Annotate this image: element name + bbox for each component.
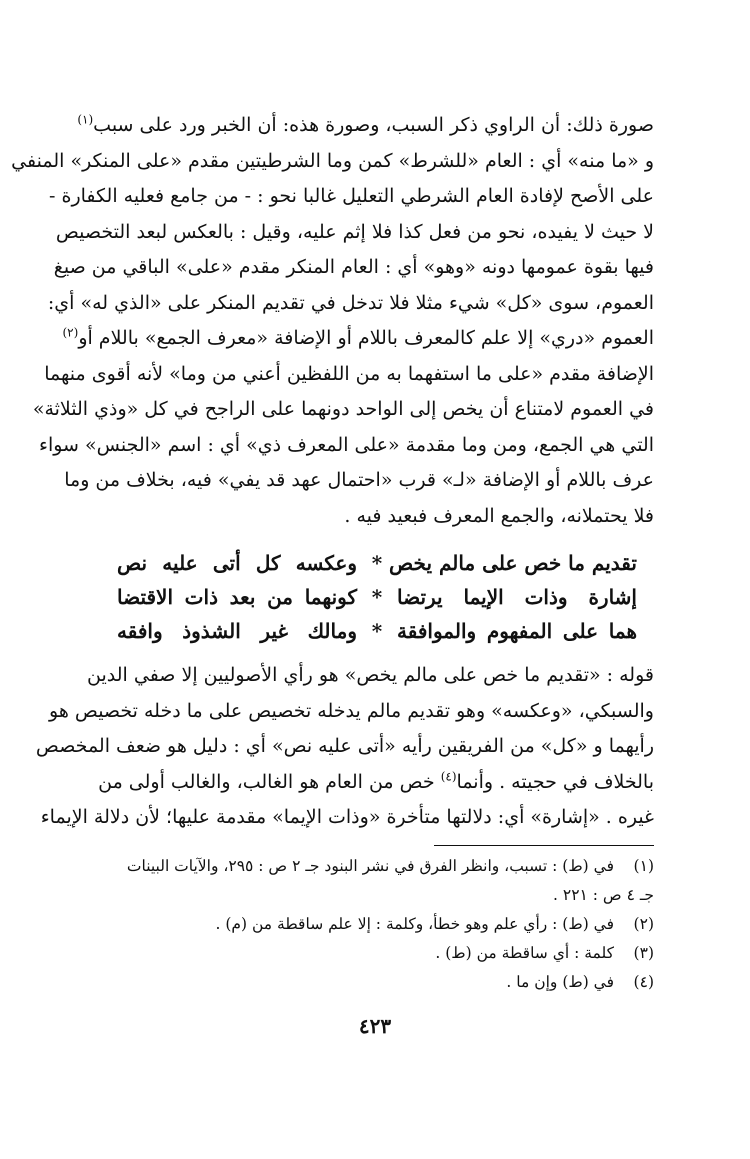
text-line: على الأصح لإفادة العام الشرطي التعليل غالبا نحو : - من جامع فعليه الكفارة - — [49, 185, 654, 207]
verse-second-hemistich: كونهما من بعد ذات الاقتضا — [117, 585, 357, 609]
text-line: العموم، سوى «كل» شيء مثلا فلا تدخل في تقديم المنكر على «الذي له» أي: — [47, 291, 654, 314]
footnote-item — [100, 939, 654, 968]
footnote-text: في (ط) وإن ما . — [506, 973, 614, 991]
verse-line — [100, 614, 654, 648]
main-text — [11, 108, 654, 534]
page-number: ٤٢٣ — [358, 1014, 392, 1038]
footnote-text: في (ط) : تسبب، وانظر الفرق في نشر البنود جـ ٢ ص : ٢٩٥، والآيات البينات — [126, 857, 614, 875]
text-line: غيره . «إشارة» أي: دلالتها متأخرة «وذات الإيما» مقدمة عليها؛ لأن دلالة الإيماء — [40, 806, 654, 828]
footnote-number: (٤) — [633, 973, 654, 991]
verse-separator: * — [371, 585, 383, 609]
text-line: لا حيث لا يفيده، نحو من فعل كذا فلا إثم عليه، وقيل : بالعكس لبعد التخصيص — [55, 220, 654, 243]
text-line: عرف باللام أو الإضافة «لـ» قرب «احتمال عهد قد يفي» فيه، بخلاف من وما — [64, 469, 654, 491]
footnote-ref-4: (٤) — [440, 769, 457, 784]
text-line: صورة ذلك: أن الراوي ذكر السبب، وصورة هذه: أن الخبر ورد على سبب$^{(١)}$ — [77, 112, 654, 136]
verse-first-hemistich: هما على المفهوم والموافقة — [397, 619, 637, 643]
text-line: بالخلاف في حجيته . وأنما$^{(٤)}$ خص من العام هو الغالب، والغالب أولى من — [98, 769, 654, 793]
text-line: و «ما منه» أي : العام «للشرط» كمن وما الشرطيتين مقدم «على المنكر» المنفي — [11, 149, 654, 172]
text-line: في العموم لامتناع أن يخص إلى الواحد دونهما على الراجح في كل «وذي الثلاثة» — [32, 398, 654, 420]
footnote-ref-2: (٢) — [62, 325, 79, 340]
footnote-ref-1: (١) — [77, 112, 94, 127]
footnote-text: جـ ٤ ص : ٢٢١ . — [553, 886, 654, 904]
verse-second-hemistich: ومالك غير الشذوذ وافقه — [117, 619, 357, 643]
poem-verses — [100, 546, 654, 648]
footnotes — [100, 852, 654, 997]
text-line: والسبكي، «وعكسه» وهو تقديم مالم يدخله تخصيص على ما دخله تخصيص هو — [49, 699, 654, 722]
text-line: الإضافة مقدم «على ما استفهما به من اللفظين أعني من وما» لأنه أقوى منهما — [44, 362, 654, 385]
footnote-number: (٣) — [633, 944, 654, 962]
footnote-item — [100, 852, 654, 881]
text-line: العموم «دري» إلا علم كالمعرف باللام أو الإضافة «معرف الجمع» باللام أو$^{(٢)}$ — [62, 325, 654, 349]
verse-separator: * — [371, 551, 383, 575]
text-line: قوله : «تقديم ما خص على مالم يخص» هو رأي الأصوليين إلا صفي الدين — [87, 664, 654, 686]
text-line: رأيهما و «كل» من الفريقين رأيه «أتى عليه نص» أي : دليل هو ضعف المخصص — [35, 735, 654, 757]
text-line: فيها بقوة عمومها دونه «وهو» أي : العام المنكر مقدم «على» الباقي من صيغ — [53, 256, 654, 278]
verse-first-hemistich: إشارة وذات الإيما يرتضا — [397, 585, 637, 609]
text-line: التي هي الجمع، ومن وما مقدمة «على المعرف ذي» أي : اسم «الجنس» سواء — [39, 433, 654, 456]
text-line: فلا يحتملانه، والجمع المعرف فبعيد فيه . — [344, 504, 654, 527]
verse-second-hemistich: وعكسه كل أتى عليه نص — [117, 551, 357, 575]
commentary-text — [35, 658, 654, 836]
verse-first-hemistich: تقديم ما خص على مالم يخص — [389, 551, 637, 575]
footnote-divider — [434, 845, 654, 846]
footnote-text: كلمة : أي ساقطة من (ط) . — [435, 944, 614, 962]
footnote-text: في (ط) : رأي علم وهو خطأ، وكلمة : إلا علم ساقطة من (م) . — [215, 915, 614, 933]
footnote-number: (١) — [633, 857, 654, 875]
footnote-item — [100, 968, 654, 997]
verse-line — [100, 546, 654, 580]
verse-line — [100, 580, 654, 614]
footnote-continuation — [100, 881, 654, 910]
footnote-number: (٢) — [633, 915, 654, 933]
verse-separator: * — [371, 619, 383, 643]
footnote-item — [100, 910, 654, 939]
